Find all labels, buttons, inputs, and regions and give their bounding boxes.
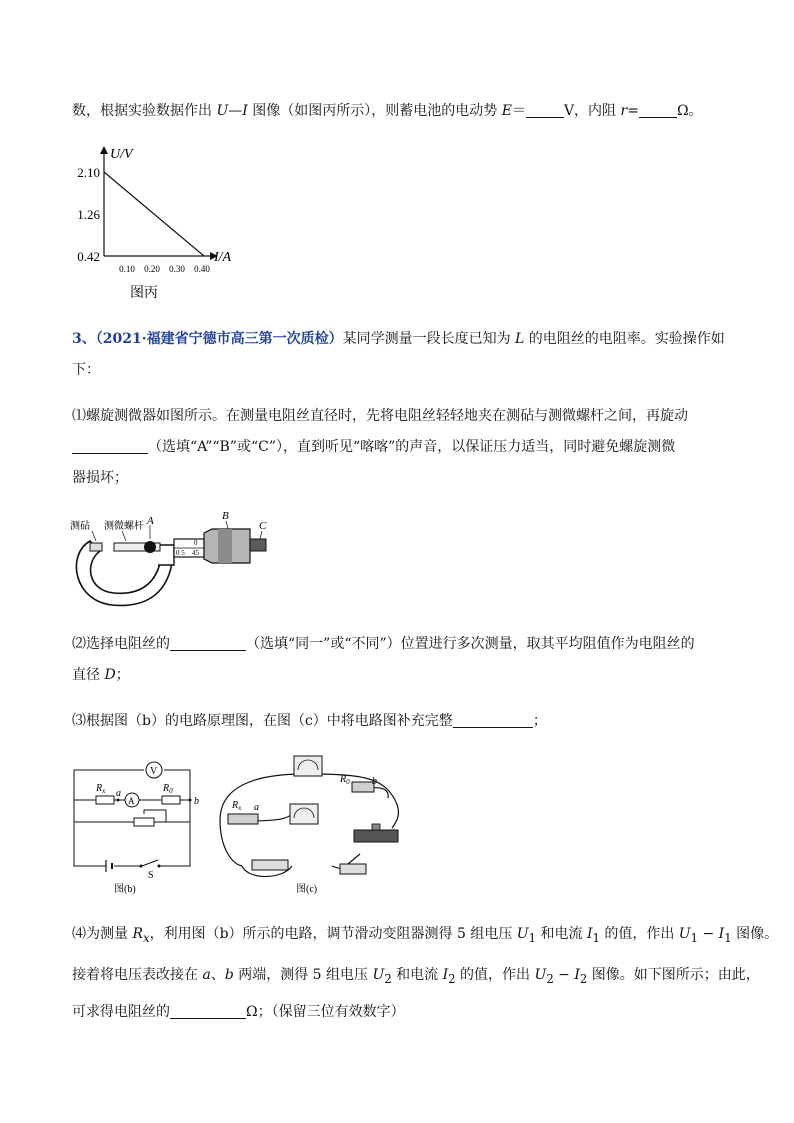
part2-answer-blank[interactable] [170,634,246,651]
q3-part1-line3: 器损坏； [72,470,128,486]
rx-label: $R_x$ [96,783,106,795]
q2-text: 数，根据实验数据作出 [72,103,217,119]
q3-stem-line2: 下： [72,362,100,378]
switch-lever-c [348,854,360,864]
rx-label-c: $R_x$ [232,800,242,812]
resistance-answer-blank[interactable] [639,101,677,118]
wire-rheostat-right [154,800,190,822]
rheostat [134,818,154,826]
label-b: B [222,510,229,522]
anvil [90,543,102,551]
x-tick-label: 0.10 [119,264,135,274]
switch-s-label: S [148,870,154,881]
part3-answer-blank[interactable] [453,711,533,728]
figure-caption-bing: 图丙 [130,286,158,301]
q3-part1-line1: ⑴螺旋测微器如图所示。在测量电阻丝直径时，先将电阻丝轻轻地夹在测砧与测微螺杆之间，再旋动 [72,408,688,424]
u-i-graph [66,142,256,307]
switch-contact [158,865,161,868]
q2-tail-line: 数，根据实验数据作出 U—I 图像（如图丙所示），则蓄电池的电动势 E＝ V，内阻 r= Ω。 [72,103,703,119]
ratchet-c[interactable] [250,539,266,551]
q3-source: （2021·福建省宁德市高三第一次质检） [95,331,343,347]
y-axis-arrow [100,146,108,154]
y-tick-label: 0.42 [77,249,100,264]
label-a: A [147,515,154,527]
label-spindle: 测微螺杆 [104,521,144,532]
scale-05: 0 5 [176,549,185,557]
chart-plot [77,146,231,274]
node-b-dot [189,799,192,802]
resistor-rx [96,796,114,804]
q3-part3-line1: ⑶根据图（b）的电路原理图，在图（c）中将电路图补充完整 ； [72,713,547,729]
node-a-label-c: a [254,802,259,813]
wire-bottom-left [74,822,106,866]
q3-part2-line2: 直径 D； [72,667,130,683]
y-tick-label: 2.10 [77,165,100,180]
part4-answer-blank[interactable] [170,1002,246,1019]
leader-c [260,531,262,539]
switch-c[interactable] [340,864,366,874]
r0-c [352,782,374,792]
meter-v-label: V [150,766,158,777]
circuit-diagram-c [212,748,412,898]
emf-answer-blank[interactable] [526,101,564,118]
x-axis-label: I/A [214,250,232,265]
leader-anvil [92,531,96,541]
scale-45: 45 [192,549,199,557]
rheostat-c [354,830,398,842]
q3-part2-line1: ⑵选择电阻丝的 （选填“同一”或“不同”）位置进行多次测量，取其平均阻值作为电阻丝的 [72,636,695,652]
q3-number: 3、 [72,331,96,347]
data-line [104,172,204,256]
node-b-label: b [194,796,199,807]
thimble-shade [218,529,232,563]
wire-rheostat-left [74,800,134,822]
node-a-label: a [116,788,121,799]
q3-part4-line3: 可求得电阻丝的 Ω；（保留三位有效数字） [72,1004,405,1020]
rheostat-slider [144,810,166,822]
leader-spindle [122,531,126,541]
y-tick-label: 1.26 [77,207,100,222]
resistor-r0 [162,796,180,804]
x-tick-label: 0.30 [169,264,185,274]
wire-bottom-right [160,822,190,866]
switch-pivot [140,865,143,868]
x-tick-label: 0.20 [144,264,160,274]
voltmeter-c [294,756,322,776]
leader-b [226,521,228,529]
q3-part4-line2: 接着将电压表改接在 a、b 两端，测得 5 组电压 $U_2$ 和电流 $I_2$ 的值，作出 $U_2 - I_2$ 图像。如下图所示；由此， [72,967,760,986]
ammeter-c [290,804,318,824]
rx-coil-c [228,814,258,824]
x-tick-label: 0.40 [194,264,210,274]
label-anvil: 测砧 [70,521,90,532]
r0-label-c: $R_0$ [340,774,350,786]
q3-part4-line1: ⑷为测量 $R_x$，利用图（b）所示的电路，调节滑动变阻器测得 5 组电压 $U_1$ 和电流 $I_1$ 的值，作出 $U_1 - I_1$ 图像。 [72,926,779,945]
meter-a-label: A [128,796,135,806]
rheostat-slider-c [372,824,380,830]
lock-knob-a[interactable] [144,541,156,553]
caption-c: 图(c) [296,884,318,895]
y-axis-label: U/V [110,147,133,162]
caption-b: 图(b) [114,884,136,895]
r0-label: $R_0$ [163,783,173,795]
scale-0: 0 [194,539,198,547]
switch-s[interactable] [142,860,158,866]
label-c: C [259,520,267,532]
micrometer-figure [70,505,285,610]
q3-part1-line2: （选填“A”“B”或“C”），直到听见“喀喀”的声音，以保证压力适当，同时避免螺旋测微 [72,433,724,461]
circuit-diagram-b [66,758,206,898]
node-b-label-c: b [372,776,377,787]
q3-stem-line1: 3、（2021·福建省宁德市高三第一次质检）某同学测量一段长度已知为 L 的电阻丝的电阻率。实验操作如 [72,331,725,347]
battery-c [252,860,288,870]
part1-answer-blank[interactable] [72,437,148,454]
